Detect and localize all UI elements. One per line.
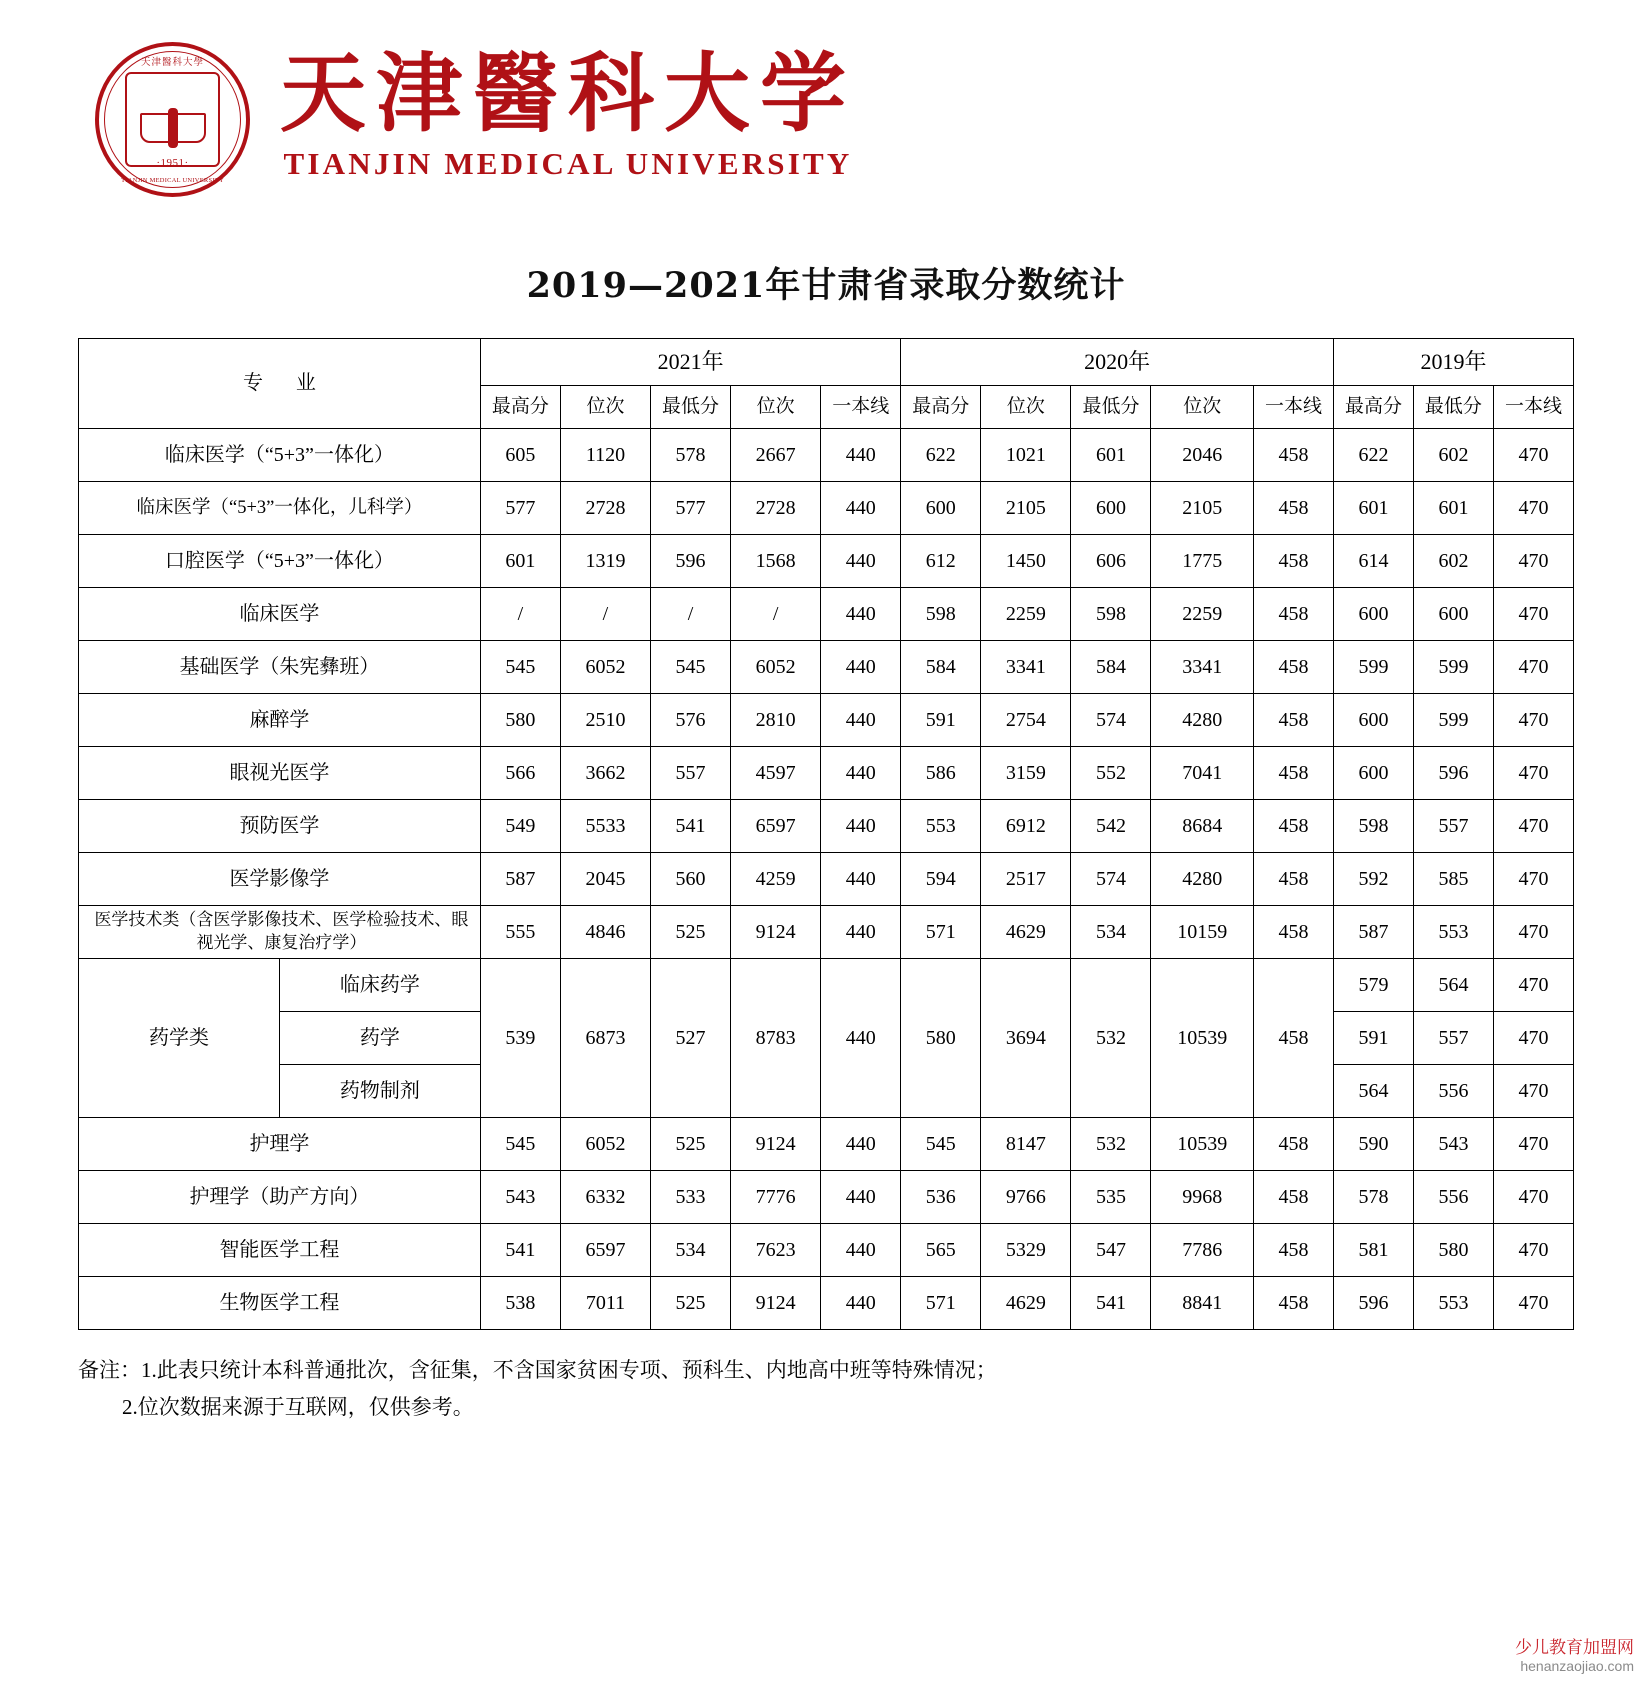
cell-2021-rank2: 1568 <box>731 535 821 588</box>
cell-2020-min: 601 <box>1071 429 1151 482</box>
cell-2019-max: 600 <box>1333 747 1413 800</box>
cell-2019-max: 578 <box>1333 1171 1413 1224</box>
cell-2020-cutoff: 458 <box>1253 641 1333 694</box>
sub-major-name: 药学 <box>279 1012 480 1065</box>
major-name: 眼视光医学 <box>79 747 481 800</box>
cell-2021-rank1: 5533 <box>560 800 650 853</box>
cell-2021-rank1: 6597 <box>560 1224 650 1277</box>
cell-2020-rank1: 2259 <box>981 588 1071 641</box>
cell-2021-cutoff: 440 <box>821 641 901 694</box>
cell-2019-cutoff: 470 <box>1493 959 1573 1012</box>
cell-2020-cutoff: 458 <box>1253 694 1333 747</box>
cell-2019-cutoff: 470 <box>1493 1012 1573 1065</box>
cell-2021-min: 525 <box>651 906 731 959</box>
cell-2020-rank1: 1021 <box>981 429 1071 482</box>
major-name: 基础医学（朱宪彝班） <box>79 641 481 694</box>
cell-2021-rank2: 9124 <box>731 1118 821 1171</box>
major-name: 护理学 <box>79 1118 481 1171</box>
col-group-2021: 2021年 <box>480 339 900 386</box>
cell-2021-rank1: 2045 <box>560 853 650 906</box>
cell-2021-min: 533 <box>651 1171 731 1224</box>
cell-2021-rank2: 2810 <box>731 694 821 747</box>
cell-2019-max: 600 <box>1333 588 1413 641</box>
cell-2021-rank2: 7623 <box>731 1224 821 1277</box>
cell-2020-rank2: 8841 <box>1151 1277 1254 1330</box>
col-header-2020-min: 最低分 <box>1071 386 1151 429</box>
cell-2019-min: 557 <box>1413 1012 1493 1065</box>
cell-2019-max: 591 <box>1333 1012 1413 1065</box>
cell-2019-min: 556 <box>1413 1065 1493 1118</box>
table-row <box>79 641 1574 694</box>
cell-2021-cutoff: 440 <box>821 694 901 747</box>
cell-2019-cutoff: 470 <box>1493 853 1573 906</box>
cell-2020-rank1: 3159 <box>981 747 1071 800</box>
cell-2021-min: 545 <box>651 641 731 694</box>
cell-2019-min: 556 <box>1413 1171 1493 1224</box>
table-row <box>79 747 1574 800</box>
cell-2021-rank2: 8783 <box>731 959 821 1118</box>
cell-2019-cutoff: 470 <box>1493 1277 1573 1330</box>
cell-2021-rank2: 2728 <box>731 482 821 535</box>
cell-2020-max: 545 <box>901 1118 981 1171</box>
cell-2021-min: 527 <box>651 959 731 1118</box>
cell-2021-max: 566 <box>480 747 560 800</box>
cell-2021-cutoff: 440 <box>821 800 901 853</box>
cell-2020-min: 606 <box>1071 535 1151 588</box>
cell-2021-rank1: / <box>560 588 650 641</box>
cell-2020-min: 574 <box>1071 694 1151 747</box>
cell-2021-min: 534 <box>651 1224 731 1277</box>
major-name: 临床医学（“5+3”一体化，儿科学） <box>79 482 481 535</box>
cell-2021-cutoff: 440 <box>821 588 901 641</box>
cell-2021-cutoff: 440 <box>821 482 901 535</box>
col-header-2021-rank1: 位次 <box>560 386 650 429</box>
cell-2021-min: 541 <box>651 800 731 853</box>
footnote-line-1: 备注：1.此表只统计本科普通批次，含征集，不含国家贫困专项、预科生、内地高中班等特殊情况； <box>78 1358 997 1382</box>
cell-2020-min: 600 <box>1071 482 1151 535</box>
cell-2020-cutoff: 458 <box>1253 800 1333 853</box>
col-header-2019-max: 最高分 <box>1333 386 1413 429</box>
cell-2021-max: 545 <box>480 1118 560 1171</box>
university-name-en: TIANJIN MEDICAL UNIVERSITY <box>283 145 853 181</box>
sub-major-name: 药物制剂 <box>279 1065 480 1118</box>
cell-2021-rank2: 7776 <box>731 1171 821 1224</box>
cell-2020-rank2: 10539 <box>1151 959 1254 1118</box>
cell-2021-cutoff: 440 <box>821 429 901 482</box>
cell-2021-rank1: 1319 <box>560 535 650 588</box>
watermark-url: henanzaojiao.com <box>1520 1658 1634 1675</box>
col-header-2020-rank2: 位次 <box>1151 386 1254 429</box>
cell-2019-cutoff: 470 <box>1493 800 1573 853</box>
university-wordmark <box>280 43 856 182</box>
major-name: 临床医学（“5+3”一体化） <box>79 429 481 482</box>
cell-2019-cutoff: 470 <box>1493 1171 1573 1224</box>
cell-2021-min: 557 <box>651 747 731 800</box>
cell-2020-max: 586 <box>901 747 981 800</box>
cell-2020-cutoff: 458 <box>1253 482 1333 535</box>
cell-2020-max: 598 <box>901 588 981 641</box>
cell-2019-min: 601 <box>1413 482 1493 535</box>
cell-2020-rank1: 4629 <box>981 1277 1071 1330</box>
cell-2021-rank2: 9124 <box>731 1277 821 1330</box>
major-group-name: 药学类 <box>79 959 280 1118</box>
cell-2020-min: 598 <box>1071 588 1151 641</box>
cell-2019-max: 596 <box>1333 1277 1413 1330</box>
cell-2020-rank2: 7786 <box>1151 1224 1254 1277</box>
table-row <box>79 1224 1574 1277</box>
cell-2019-max: 601 <box>1333 482 1413 535</box>
col-header-2019-cutoff: 一本线 <box>1493 386 1573 429</box>
cell-2020-rank1: 4629 <box>981 906 1071 959</box>
table-row <box>79 694 1574 747</box>
cell-2019-min: 600 <box>1413 588 1493 641</box>
col-header-2021-rank2: 位次 <box>731 386 821 429</box>
cell-2021-cutoff: 440 <box>821 853 901 906</box>
cell-2020-rank2: 8684 <box>1151 800 1254 853</box>
cell-2019-cutoff: 470 <box>1493 747 1573 800</box>
footnote-line-2: 2.位次数据来源于互联网，仅供参考。 <box>122 1394 474 1419</box>
cell-2020-cutoff: 458 <box>1253 429 1333 482</box>
page-title: 2019—2021年甘肃省录取分数统计 <box>526 265 1126 306</box>
cell-2021-max: 545 <box>480 641 560 694</box>
cell-2019-max: 564 <box>1333 1065 1413 1118</box>
cell-2021-min: 576 <box>651 694 731 747</box>
cell-2020-max: 622 <box>901 429 981 482</box>
cell-2019-max: 622 <box>1333 429 1413 482</box>
cell-2020-max: 536 <box>901 1171 981 1224</box>
table-row <box>79 588 1574 641</box>
cell-2019-cutoff: 470 <box>1493 906 1573 959</box>
header-row-years <box>79 339 1574 386</box>
cell-2020-rank1: 9766 <box>981 1171 1071 1224</box>
cell-2021-rank2: 4259 <box>731 853 821 906</box>
cell-2020-max: 594 <box>901 853 981 906</box>
seal-top-text: 天津醫科大學 <box>140 57 204 68</box>
caduceus-icon <box>168 108 178 148</box>
cell-2019-min: 553 <box>1413 1277 1493 1330</box>
major-name: 护理学（助产方向） <box>79 1171 481 1224</box>
cell-2021-max: 587 <box>480 853 560 906</box>
cell-2021-max: 541 <box>480 1224 560 1277</box>
table-row <box>79 906 1574 959</box>
watermark <box>1515 1638 1634 1675</box>
cell-2019-min: 543 <box>1413 1118 1493 1171</box>
cell-2021-min: 560 <box>651 853 731 906</box>
cell-2020-cutoff: 458 <box>1253 1224 1333 1277</box>
table-row <box>79 1171 1574 1224</box>
table-header <box>79 339 1574 429</box>
cell-2020-rank2: 1775 <box>1151 535 1254 588</box>
table-row <box>79 800 1574 853</box>
cell-2021-min: 525 <box>651 1277 731 1330</box>
cell-2021-cutoff: 440 <box>821 959 901 1118</box>
cell-2019-min: 585 <box>1413 853 1493 906</box>
cell-2021-rank2: 9124 <box>731 906 821 959</box>
table-row <box>79 959 1574 1012</box>
cell-2020-max: 600 <box>901 482 981 535</box>
major-name: 临床医学 <box>79 588 481 641</box>
cell-2021-max: 549 <box>480 800 560 853</box>
cell-2020-max: 571 <box>901 1277 981 1330</box>
cell-2020-rank1: 3341 <box>981 641 1071 694</box>
cell-2021-cutoff: 440 <box>821 906 901 959</box>
cell-2020-min: 584 <box>1071 641 1151 694</box>
cell-2020-cutoff: 458 <box>1253 1171 1333 1224</box>
cell-2020-max: 591 <box>901 694 981 747</box>
table-row <box>79 429 1574 482</box>
table-row <box>79 535 1574 588</box>
cell-2021-rank1: 2510 <box>560 694 650 747</box>
col-header-2020-cutoff: 一本线 <box>1253 386 1333 429</box>
cell-2020-rank1: 2517 <box>981 853 1071 906</box>
cell-2020-max: 584 <box>901 641 981 694</box>
cell-2020-min: 552 <box>1071 747 1151 800</box>
cell-2020-max: 580 <box>901 959 981 1118</box>
cell-2020-max: 571 <box>901 906 981 959</box>
cell-2019-cutoff: 470 <box>1493 1065 1573 1118</box>
cell-2020-rank1: 5329 <box>981 1224 1071 1277</box>
cell-2021-max: 605 <box>480 429 560 482</box>
col-header-2021-min: 最低分 <box>651 386 731 429</box>
cell-2020-min: 535 <box>1071 1171 1151 1224</box>
cell-2019-cutoff: 470 <box>1493 1118 1573 1171</box>
cell-2021-rank1: 6332 <box>560 1171 650 1224</box>
cell-2020-min: 547 <box>1071 1224 1151 1277</box>
seal-bottom-text: TIANJIN MEDICAL UNIVERSITY <box>121 175 224 184</box>
university-seal-logo <box>95 42 250 197</box>
cell-2020-rank2: 4280 <box>1151 694 1254 747</box>
cell-2020-cutoff: 458 <box>1253 906 1333 959</box>
col-header-major: 专 业 <box>79 339 481 429</box>
col-group-2019: 2019年 <box>1333 339 1573 386</box>
major-name: 医学技术类（含医学影像技术、医学检验技术、眼视光学、康复治疗学） <box>79 906 481 959</box>
cell-2021-max: 601 <box>480 535 560 588</box>
cell-2019-min: 602 <box>1413 535 1493 588</box>
cell-2019-min: 580 <box>1413 1224 1493 1277</box>
table-body <box>79 429 1574 1330</box>
cell-2020-max: 553 <box>901 800 981 853</box>
university-name-cn: 天津醫科大学 <box>280 43 856 145</box>
cell-2019-min: 599 <box>1413 641 1493 694</box>
cell-2021-rank1: 3662 <box>560 747 650 800</box>
cell-2019-cutoff: 470 <box>1493 694 1573 747</box>
cell-2021-cutoff: 440 <box>821 747 901 800</box>
admission-scores-table <box>78 338 1574 1330</box>
cell-2021-cutoff: 440 <box>821 535 901 588</box>
major-name: 口腔医学（“5+3”一体化） <box>79 535 481 588</box>
cell-2019-max: 614 <box>1333 535 1413 588</box>
cell-2019-cutoff: 470 <box>1493 588 1573 641</box>
major-name: 麻醉学 <box>79 694 481 747</box>
major-name: 医学影像学 <box>79 853 481 906</box>
cell-2021-rank1: 1120 <box>560 429 650 482</box>
cell-2019-min: 564 <box>1413 959 1493 1012</box>
cell-2019-max: 592 <box>1333 853 1413 906</box>
cell-2020-rank1: 2754 <box>981 694 1071 747</box>
cell-2020-rank2: 10539 <box>1151 1118 1254 1171</box>
cell-2020-min: 534 <box>1071 906 1151 959</box>
cell-2019-min: 599 <box>1413 694 1493 747</box>
cell-2021-rank2: 2667 <box>731 429 821 482</box>
table-row <box>79 1118 1574 1171</box>
cell-2020-rank2: 4280 <box>1151 853 1254 906</box>
cell-2020-cutoff: 458 <box>1253 535 1333 588</box>
cell-2021-min: 578 <box>651 429 731 482</box>
col-header-2021-max: 最高分 <box>480 386 560 429</box>
cell-2019-max: 581 <box>1333 1224 1413 1277</box>
cell-2020-cutoff: 458 <box>1253 959 1333 1118</box>
cell-2020-cutoff: 458 <box>1253 1118 1333 1171</box>
cell-2021-max: 538 <box>480 1277 560 1330</box>
cell-2019-min: 557 <box>1413 800 1493 853</box>
cell-2020-min: 542 <box>1071 800 1151 853</box>
cell-2021-rank1: 4846 <box>560 906 650 959</box>
cell-2021-cutoff: 440 <box>821 1118 901 1171</box>
cell-2019-max: 579 <box>1333 959 1413 1012</box>
cell-2020-rank1: 8147 <box>981 1118 1071 1171</box>
cell-2021-rank1: 6052 <box>560 1118 650 1171</box>
cell-2021-rank1: 7011 <box>560 1277 650 1330</box>
cell-2019-cutoff: 470 <box>1493 641 1573 694</box>
cell-2019-cutoff: 470 <box>1493 535 1573 588</box>
cell-2020-cutoff: 458 <box>1253 1277 1333 1330</box>
cell-2021-min: 596 <box>651 535 731 588</box>
cell-2021-rank2: 6052 <box>731 641 821 694</box>
cell-2021-rank2: / <box>731 588 821 641</box>
cell-2021-min: / <box>651 588 731 641</box>
cell-2021-max: 580 <box>480 694 560 747</box>
cell-2020-min: 574 <box>1071 853 1151 906</box>
cell-2021-cutoff: 440 <box>821 1171 901 1224</box>
footnotes <box>0 1330 1652 1426</box>
major-name: 预防医学 <box>79 800 481 853</box>
cell-2020-rank1: 6912 <box>981 800 1071 853</box>
cell-2020-rank2: 2259 <box>1151 588 1254 641</box>
major-name: 生物医学工程 <box>79 1277 481 1330</box>
cell-2019-min: 596 <box>1413 747 1493 800</box>
cell-2020-min: 541 <box>1071 1277 1151 1330</box>
cell-2019-cutoff: 470 <box>1493 1224 1573 1277</box>
cell-2021-max: 555 <box>480 906 560 959</box>
cell-2020-rank1: 1450 <box>981 535 1071 588</box>
watermark-site-name: 少儿教育加盟网 <box>1515 1637 1634 1658</box>
col-header-2020-rank1: 位次 <box>981 386 1071 429</box>
cell-2019-max: 590 <box>1333 1118 1413 1171</box>
scores-table-container <box>0 338 1652 1330</box>
seal-emblem <box>125 72 220 167</box>
cell-2019-max: 587 <box>1333 906 1413 959</box>
cell-2021-cutoff: 440 <box>821 1277 901 1330</box>
major-name: 智能医学工程 <box>79 1224 481 1277</box>
cell-2021-max: 543 <box>480 1171 560 1224</box>
cell-2021-rank2: 6597 <box>731 800 821 853</box>
cell-2020-max: 565 <box>901 1224 981 1277</box>
cell-2021-max: / <box>480 588 560 641</box>
cell-2019-max: 600 <box>1333 694 1413 747</box>
cell-2021-cutoff: 440 <box>821 1224 901 1277</box>
col-group-2020: 2020年 <box>901 339 1334 386</box>
cell-2019-cutoff: 470 <box>1493 482 1573 535</box>
sub-major-name: 临床药学 <box>279 959 480 1012</box>
cell-2021-rank2: 4597 <box>731 747 821 800</box>
university-header <box>0 0 1652 200</box>
seal-year-text: ·1951· <box>156 156 189 169</box>
cell-2020-rank2: 7041 <box>1151 747 1254 800</box>
cell-2021-max: 539 <box>480 959 560 1118</box>
cell-2019-cutoff: 470 <box>1493 429 1573 482</box>
cell-2020-rank2: 2046 <box>1151 429 1254 482</box>
cell-2021-rank1: 6873 <box>560 959 650 1118</box>
table-row <box>79 482 1574 535</box>
cell-2020-min: 532 <box>1071 1118 1151 1171</box>
cell-2021-rank1: 2728 <box>560 482 650 535</box>
cell-2020-cutoff: 458 <box>1253 853 1333 906</box>
table-row <box>79 853 1574 906</box>
cell-2021-min: 577 <box>651 482 731 535</box>
col-header-2019-min: 最低分 <box>1413 386 1493 429</box>
cell-2020-rank1: 3694 <box>981 959 1071 1118</box>
cell-2020-rank1: 2105 <box>981 482 1071 535</box>
cell-2019-min: 553 <box>1413 906 1493 959</box>
col-header-2021-cutoff: 一本线 <box>821 386 901 429</box>
table-row <box>79 1277 1574 1330</box>
cell-2020-rank2: 3341 <box>1151 641 1254 694</box>
cell-2020-rank2: 10159 <box>1151 906 1254 959</box>
cell-2021-rank1: 6052 <box>560 641 650 694</box>
cell-2020-max: 612 <box>901 535 981 588</box>
cell-2019-max: 598 <box>1333 800 1413 853</box>
cell-2021-min: 525 <box>651 1118 731 1171</box>
cell-2020-min: 532 <box>1071 959 1151 1118</box>
cell-2020-cutoff: 458 <box>1253 588 1333 641</box>
col-header-2020-max: 最高分 <box>901 386 981 429</box>
cell-2019-min: 602 <box>1413 429 1493 482</box>
cell-2020-rank2: 2105 <box>1151 482 1254 535</box>
cell-2021-max: 577 <box>480 482 560 535</box>
cell-2019-max: 599 <box>1333 641 1413 694</box>
cell-2020-rank2: 9968 <box>1151 1171 1254 1224</box>
cell-2020-cutoff: 458 <box>1253 747 1333 800</box>
